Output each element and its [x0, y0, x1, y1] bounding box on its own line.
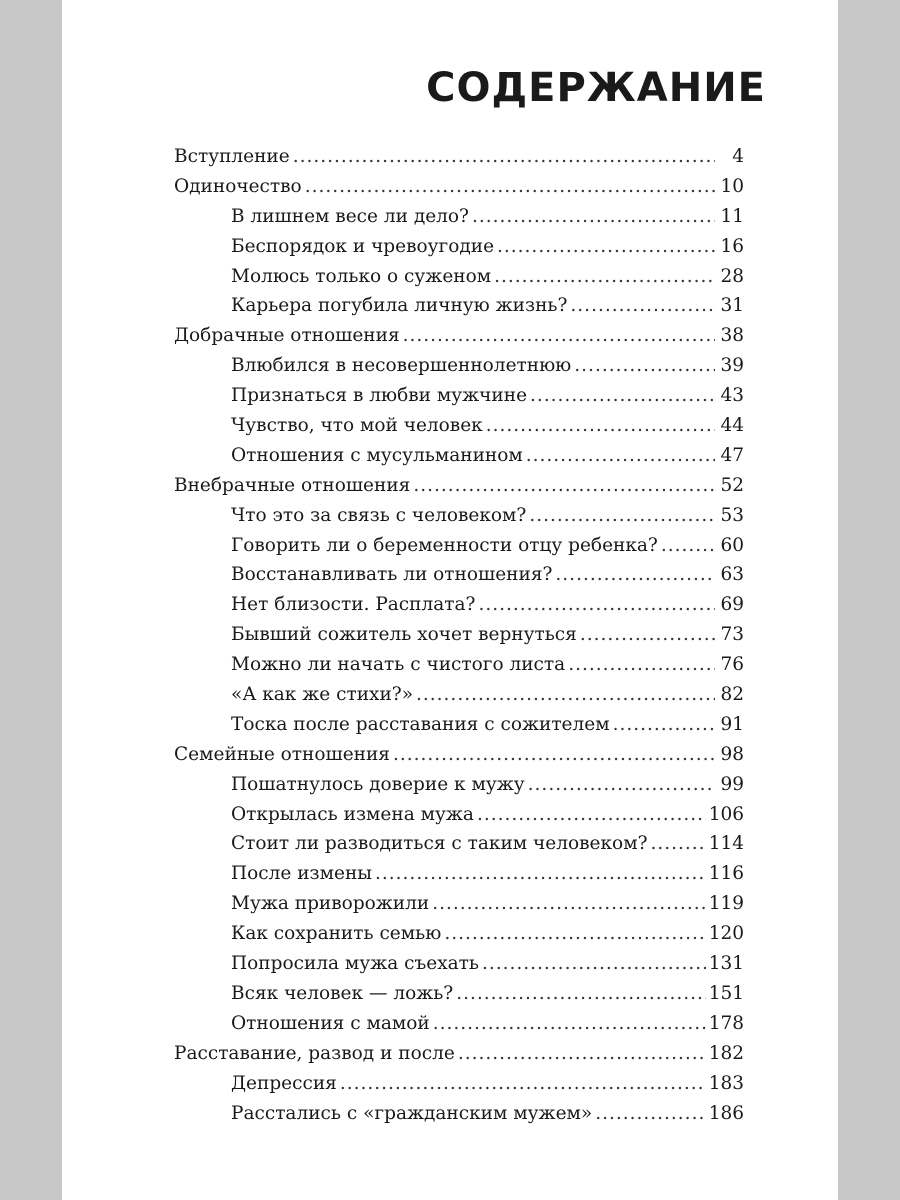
toc-subsection-entry[interactable]: [174, 560, 744, 590]
toc-page-number: 47: [720, 444, 744, 466]
toc-subsection-entry[interactable]: [174, 1069, 744, 1099]
dot-leader: [497, 232, 715, 262]
toc-section-entry[interactable]: [174, 321, 744, 351]
toc-subsection-entry[interactable]: [174, 291, 744, 321]
toc-entry-title: Внебрачные отношения: [174, 474, 411, 496]
toc-entry-title: Открылась измена мужа: [231, 803, 474, 825]
toc-page-number: 43: [720, 385, 744, 407]
dot-leader: [651, 829, 706, 859]
toc-subsection-entry[interactable]: [174, 919, 744, 949]
toc-subsection-entry[interactable]: [174, 800, 744, 830]
toc-entry-title: Семейные отношения: [174, 743, 390, 765]
dot-leader: [456, 979, 705, 1009]
toc-subsection-entry[interactable]: [174, 1099, 744, 1129]
toc-subsection-entry[interactable]: [174, 680, 744, 710]
toc-entry-title: Можно ли начать с чистого листа: [231, 654, 566, 676]
toc-page-number: 10: [720, 175, 744, 197]
dot-leader: [340, 1069, 706, 1099]
toc-page-number: 182: [708, 1042, 744, 1064]
toc-page-number: 114: [708, 833, 744, 855]
dot-leader: [477, 800, 706, 830]
toc-subsection-entry[interactable]: [174, 262, 744, 292]
toc-entry-title: Расставание, развод и после: [174, 1042, 455, 1064]
toc-page-number: 131: [708, 953, 744, 975]
toc-page-number: 82: [720, 684, 744, 706]
toc-entry-title: Отношения с мамой: [231, 1012, 430, 1034]
book-page: [62, 0, 838, 1200]
dot-leader: [494, 262, 715, 292]
toc-subsection-entry[interactable]: [174, 949, 744, 979]
toc-entry-title: Карьера погубила личную жизнь?: [231, 295, 568, 317]
toc-page-number: 63: [720, 564, 744, 586]
toc-subsection-entry[interactable]: [174, 889, 744, 919]
toc-page-number: 76: [720, 654, 744, 676]
toc-page-number: 11: [720, 205, 744, 227]
toc-page-number: 39: [720, 355, 744, 377]
toc-entry-title: Расстались с «гражданским мужем»: [231, 1102, 593, 1124]
dot-leader: [433, 1009, 706, 1039]
toc-entry-title: Что это за связь с человеком?: [231, 504, 527, 526]
toc-subsection-entry[interactable]: [174, 979, 744, 1009]
dot-leader: [568, 650, 715, 680]
toc-page-number: 186: [708, 1102, 744, 1124]
toc-section-entry[interactable]: [174, 172, 744, 202]
dot-leader: [580, 620, 715, 650]
toc-subsection-entry[interactable]: [174, 770, 744, 800]
dot-leader: [375, 859, 706, 889]
dot-leader: [661, 531, 715, 561]
toc-page-number: 151: [708, 982, 744, 1004]
dot-leader: [613, 710, 715, 740]
toc-entry-title: Чувство, что мой человек: [231, 415, 483, 437]
toc-entry-title: Признаться в любви мужчине: [231, 385, 528, 407]
dot-leader: [570, 291, 715, 321]
dot-leader: [555, 560, 715, 590]
dot-leader: [478, 590, 715, 620]
toc-page-number: 91: [720, 713, 744, 735]
dot-leader: [432, 889, 705, 919]
dot-leader: [526, 441, 715, 471]
toc-entry-title: Попросила мужа съехать: [231, 953, 479, 975]
toc-page-number: 28: [720, 265, 744, 287]
page-title: СОДЕРЖАНИЕ: [426, 65, 766, 111]
toc-subsection-entry[interactable]: [174, 351, 744, 381]
dot-leader: [413, 471, 715, 501]
toc-entry-title: Восстанавливать ли отношения?: [231, 564, 553, 586]
toc-subsection-entry[interactable]: [174, 650, 744, 680]
toc-page-number: 73: [720, 624, 744, 646]
toc-page-number: 106: [708, 803, 744, 825]
toc-entry-title: Говорить ли о беременности отцу ребенка?: [231, 534, 658, 556]
toc-entry-title: Нет близости. Расплата?: [231, 594, 476, 616]
toc-page-number: 4: [732, 146, 744, 167]
toc-section-entry[interactable]: [174, 471, 744, 501]
toc-entry-title: Беспорядок и чревоугодие: [231, 235, 495, 257]
toc-page-number: 120: [708, 923, 744, 945]
toc-subsection-entry[interactable]: [174, 202, 744, 232]
dot-leader: [458, 1039, 706, 1069]
toc-page-number: 98: [720, 743, 744, 765]
dot-leader: [529, 501, 715, 531]
dot-leader: [472, 202, 715, 232]
toc-page-number: 44: [720, 415, 744, 437]
dot-leader: [416, 680, 715, 710]
toc-entry-title: После измены: [231, 863, 373, 885]
toc-subsection-entry[interactable]: [174, 710, 744, 740]
dot-leader: [305, 172, 715, 202]
toc-entry-title: Мужа приворожили: [231, 893, 430, 915]
toc-entry-title: «А как же стихи?»: [231, 684, 414, 706]
toc-entry-title: В лишнем весе ли дело?: [231, 205, 469, 227]
toc-page-number: 38: [720, 325, 744, 347]
toc-page-number: 69: [720, 594, 744, 616]
toc-entry-title: Пошатнулось доверие к мужу: [231, 773, 525, 795]
toc-subsection-entry[interactable]: [174, 531, 744, 561]
toc-subsection-entry[interactable]: [174, 381, 744, 411]
toc-page-number: 53: [720, 504, 744, 526]
toc-page-number: 99: [720, 773, 744, 795]
dot-leader: [486, 411, 715, 441]
toc-entry-title: Добрачные отношения: [174, 325, 400, 347]
toc-entry-title: Бывший сожитель хочет вернуться: [231, 624, 577, 646]
toc-entry-title: Депрессия: [231, 1072, 337, 1094]
dot-leader: [403, 321, 715, 351]
toc-entry-title: Молюсь только о суженом: [231, 265, 492, 287]
toc-page-number: 52: [720, 474, 744, 496]
dot-leader: [482, 949, 706, 979]
dot-leader: [293, 142, 715, 172]
table-of-contents: [174, 142, 744, 1128]
toc-page-number: 119: [708, 893, 744, 915]
toc-entry-title: Вступление: [174, 146, 290, 167]
toc-subsection-entry[interactable]: [174, 232, 744, 262]
toc-page-number: 31: [720, 295, 744, 317]
toc-entry-title: Как сохранить семью: [231, 923, 442, 945]
dot-leader: [528, 770, 715, 800]
toc-entry-title: Одиночество: [174, 175, 302, 197]
toc-subsection-entry[interactable]: [174, 411, 744, 441]
toc-page-number: 60: [720, 534, 744, 556]
toc-section-entry[interactable]: [174, 142, 744, 172]
dot-leader: [574, 351, 715, 381]
toc-entry-title: Всяк человек — ложь?: [231, 982, 454, 1004]
dot-leader: [444, 919, 705, 949]
dot-leader: [595, 1099, 705, 1129]
toc-entry-title: Влюбился в несовершеннолетнюю: [231, 355, 572, 377]
toc-subsection-entry[interactable]: [174, 620, 744, 650]
toc-page-number: 16: [720, 235, 744, 257]
dot-leader: [530, 381, 715, 411]
dot-leader: [393, 740, 715, 770]
toc-section-entry[interactable]: [174, 1039, 744, 1069]
toc-entry-title: Отношения с мусульманином: [231, 444, 523, 466]
toc-subsection-entry[interactable]: [174, 829, 744, 859]
toc-section-entry[interactable]: [174, 740, 744, 770]
toc-page-number: 178: [708, 1012, 744, 1034]
toc-subsection-entry[interactable]: [174, 1009, 744, 1039]
toc-subsection-entry[interactable]: [174, 501, 744, 531]
toc-subsection-entry[interactable]: [174, 859, 744, 889]
toc-entry-title: Тоска после расставания с сожителем: [231, 713, 610, 735]
toc-page-number: 116: [708, 863, 744, 885]
toc-subsection-entry[interactable]: [174, 590, 744, 620]
toc-entry-title: Стоит ли разводиться с таким человеком?: [231, 833, 648, 855]
toc-page-number: 183: [708, 1072, 744, 1094]
toc-subsection-entry[interactable]: [174, 441, 744, 471]
